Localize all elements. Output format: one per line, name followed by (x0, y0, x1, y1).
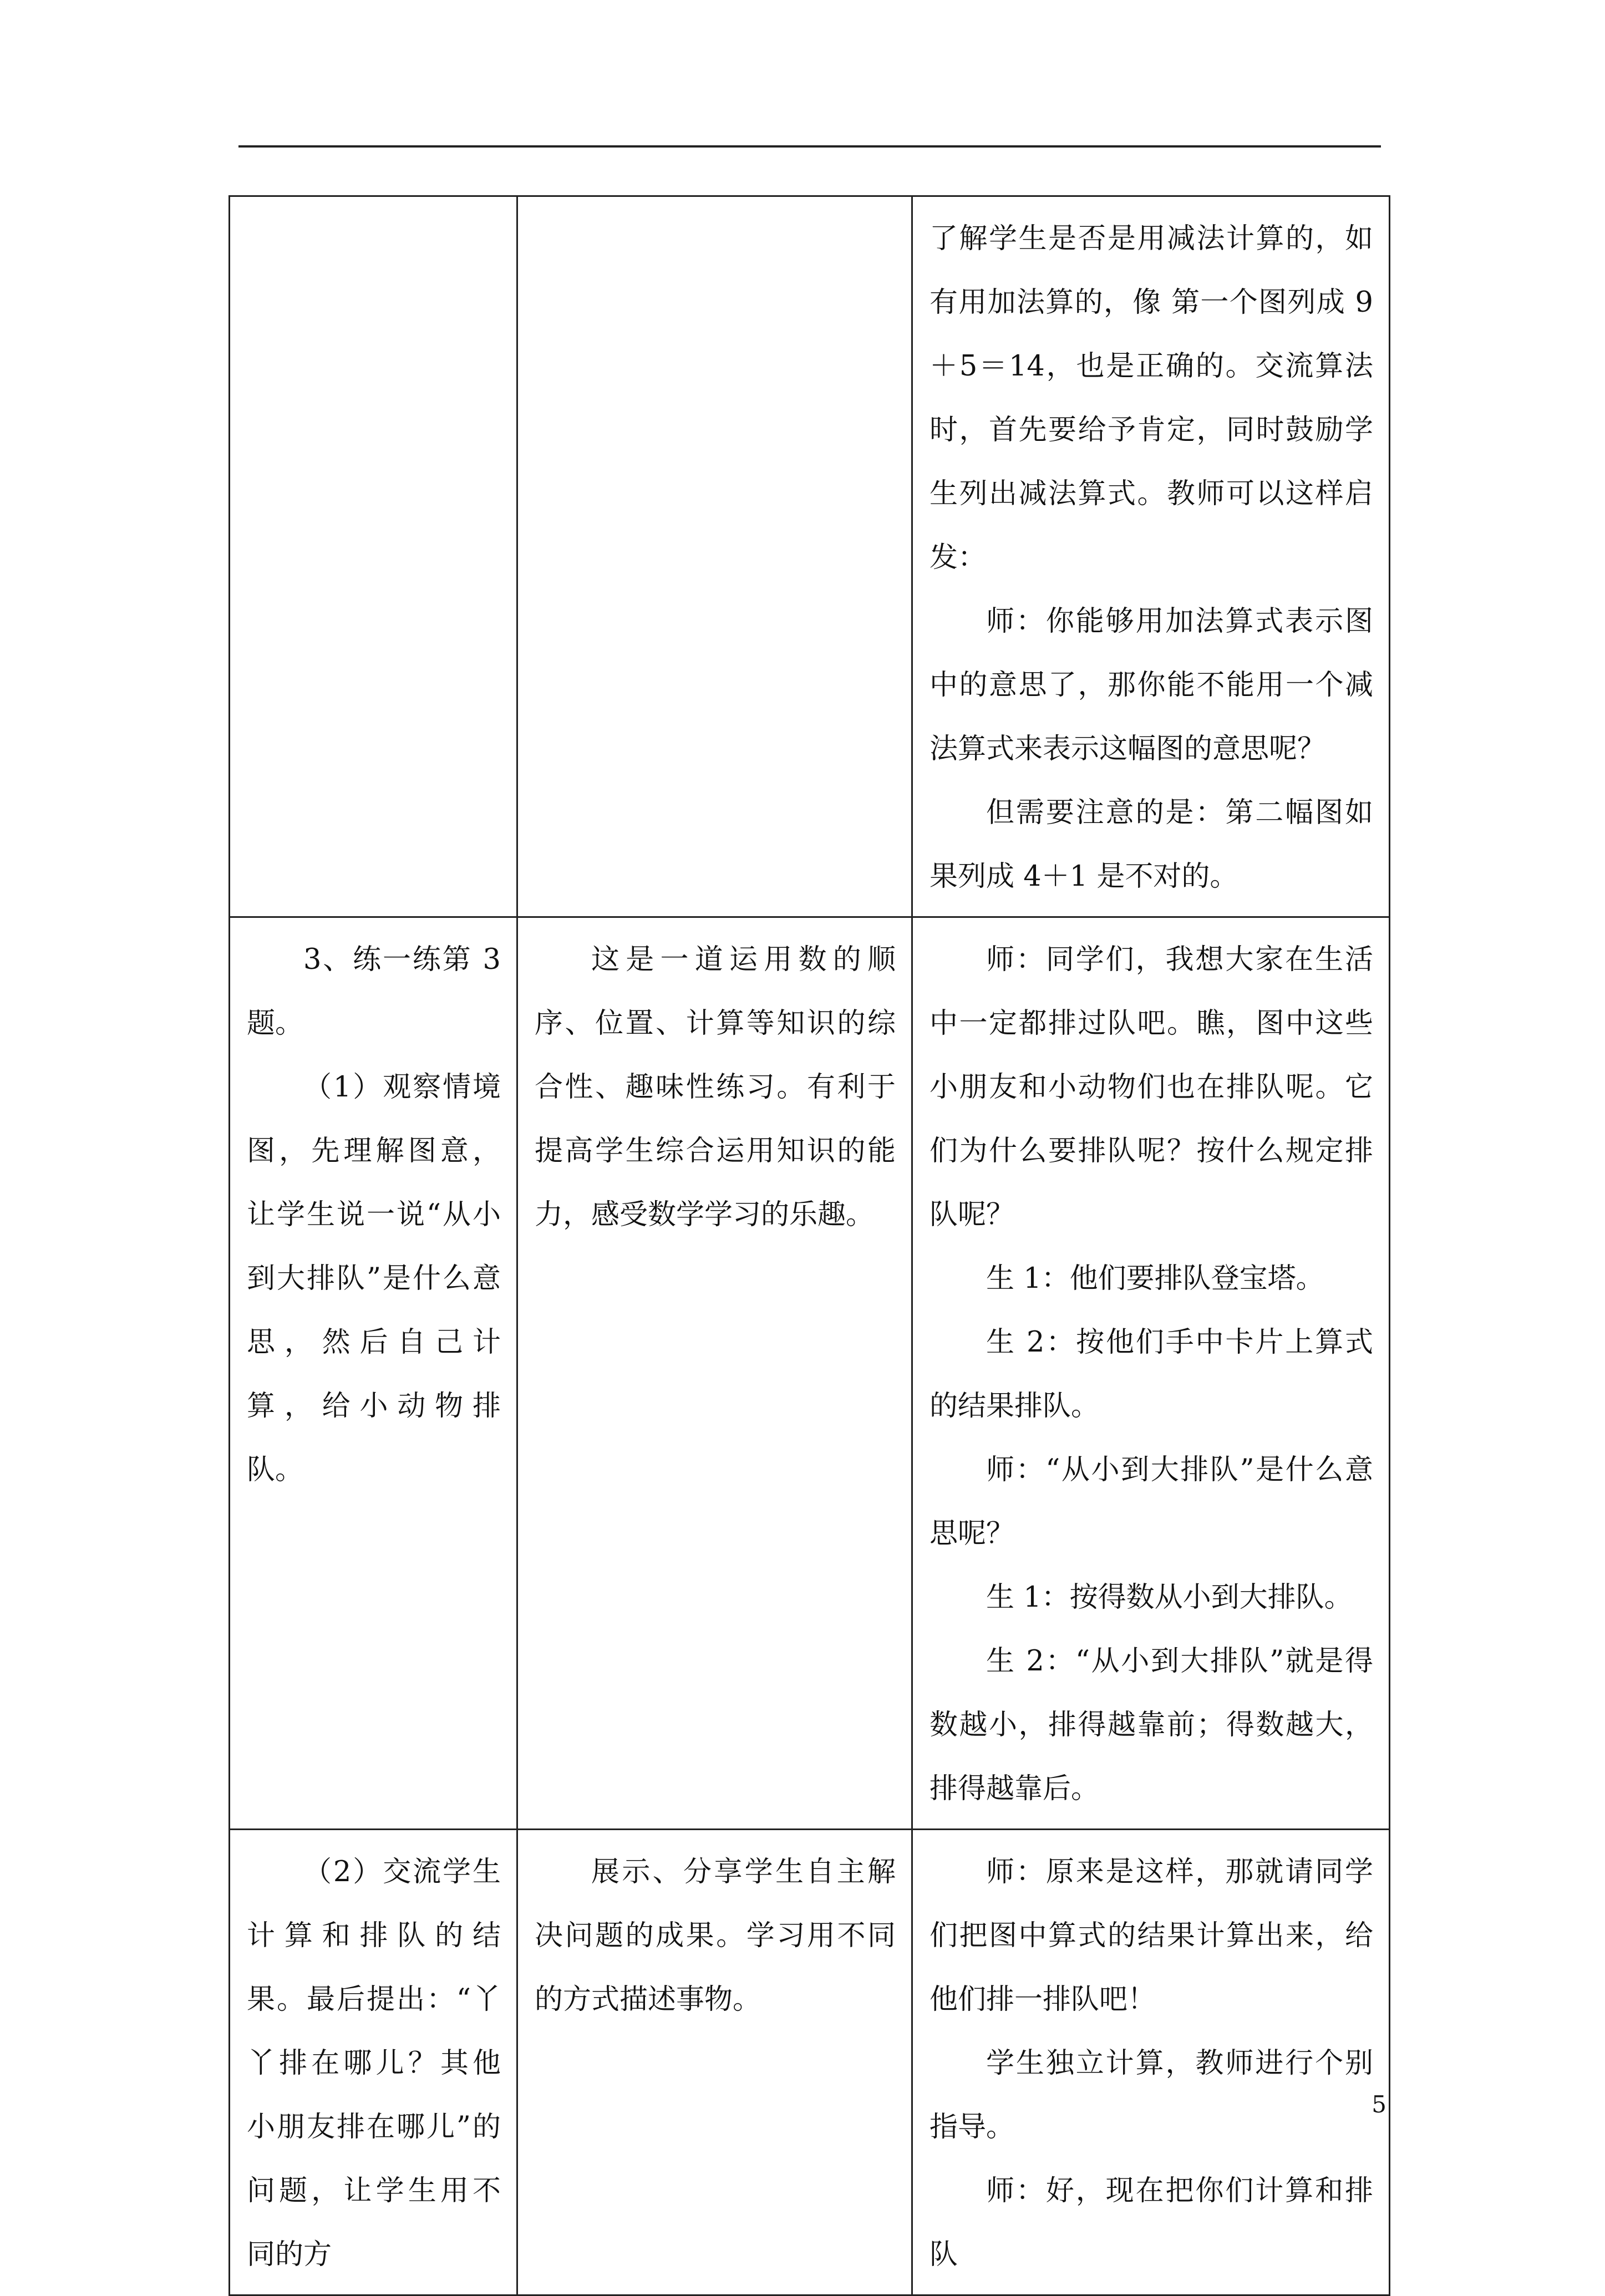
table-row (230, 1830, 1390, 2295)
teaching-cell (912, 1830, 1390, 2295)
intent-cell (517, 1830, 912, 2295)
paragraph: 师：好，现在把你们计算和排队 (930, 2175, 1373, 2271)
paragraph: 生 1：他们要排队登宝塔。 (986, 1262, 1324, 1295)
paragraph: 生 2：按他们手中卡片上算式的结果排队。 (930, 1326, 1373, 1423)
paragraph: 了解学生是否是用减法计算的，如有用加法算的，像 第一个图列成 9＋5＝14，也是正确的。交流算法时，首先要给予肯定，同时鼓励学生列出减法算式。教师可以这样启发： (930, 222, 1373, 574)
process-cell (230, 1830, 517, 2295)
paragraph: 这是一道运用数的顺序、位置、计算等知识的综合性、趣味性练习。有利于提高学生综合运用知识的能力，感受数学学习的乐趣。 (535, 943, 896, 1231)
paragraph: （1）观察情境图，先理解图意，让学生说一说“从小到大排队”是什么意思，然后自己计算，给小动物排队。 (247, 1071, 501, 1486)
header-rule (238, 145, 1381, 148)
lesson-plan-table (228, 195, 1390, 2296)
paragraph: 生 2：“从小到大排队”就是得数越小，排得越靠前；得数越大，排得越靠后。 (930, 1645, 1373, 1805)
teaching-cell (912, 917, 1390, 1830)
paragraph: （2）交流学生计算和排队的结果。最后提出：“丫丫排在哪儿？其他小朋友排在哪儿”的问题，让学生用不同的方 (247, 1856, 501, 2271)
paragraph: 生 1：按得数从小到大排队。 (986, 1581, 1353, 1614)
process-cell (230, 196, 517, 917)
paragraph: 但需要注意的是：第二幅图如果列成 4＋1 是不对的。 (930, 796, 1373, 893)
paragraph: 展示、分享学生自主解决问题的成果。学习用不同的方式描述事物。 (535, 1856, 896, 2016)
intent-cell (517, 917, 912, 1830)
paragraph: 3、练一练第 3 题。 (247, 943, 501, 1040)
paragraph: 师：你能够用加法算式表示图中的意思了，那你能不能用一个减法算式来表示这幅图的意思呢？ (930, 605, 1373, 765)
paragraph: 学生独立计算，教师进行个别指导。 (930, 2047, 1373, 2143)
paragraph: 师：原来是这样，那就请同学们把图中算式的结果计算出来，给他们排一排队吧！ (930, 1856, 1373, 2016)
process-cell (230, 917, 517, 1830)
page-number: 5 (1372, 2091, 1386, 2118)
paragraph: 师：“从小到大排队”是什么意思呢？ (930, 1454, 1373, 1550)
table-row (230, 196, 1390, 917)
intent-cell (517, 196, 912, 917)
teaching-cell (912, 196, 1390, 917)
table-row (230, 917, 1390, 1830)
paragraph: 师：同学们，我想大家在生活中一定都排过队吧。瞧，图中这些小朋友和小动物们也在排队呢。它们为什么要排队呢？按什么规定排队呢？ (930, 943, 1373, 1231)
